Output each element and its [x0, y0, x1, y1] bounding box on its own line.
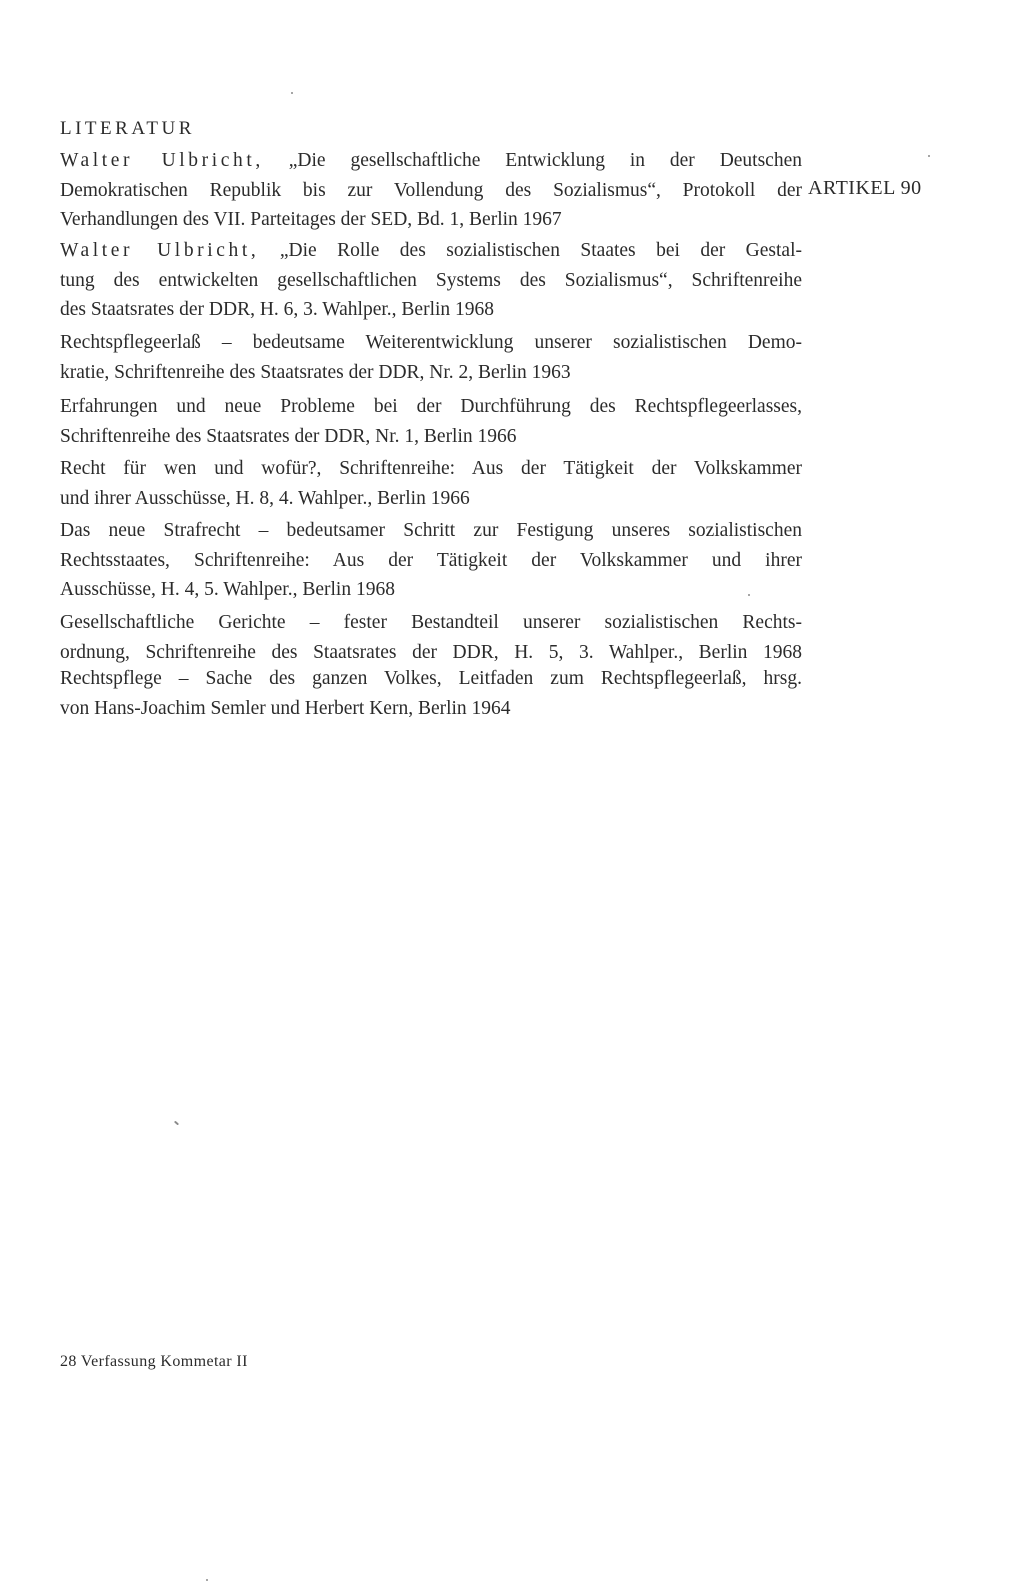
entry-line: Rechtspflege – Sache des ganzen Volkes, Leitfaden zum Rechtspflegeerlaß, hrsg.: [60, 668, 802, 689]
bibliography-entry: [60, 236, 802, 325]
entry-line: kratie, Schriftenreihe des Staatsrates der DDR, Nr. 2, Berlin 1963: [60, 361, 571, 383]
scan-speck: [928, 155, 930, 157]
entry-line: tung des entwickelten gesellschaftlichen Systems des Sozialismus“, Schriftenreihe: [60, 269, 802, 291]
scan-speck: [291, 92, 293, 94]
entry-author: Walter Ulbricht,: [60, 150, 264, 171]
entry-text: „Die Rolle des sozialistischen Staates bei der Gestal-: [279, 240, 802, 261]
bibliography-entry: [60, 328, 802, 387]
entry-line: Das neue Strafrecht – bedeutsamer Schritt zur Festigung unseres sozialistischen: [60, 520, 802, 541]
entry-line: Erfahrungen und neue Probleme bei der Durchführung des Rechtspflegeerlasses,: [60, 396, 802, 417]
article-margin-note: ARTIKEL 90: [808, 177, 922, 199]
entry-line: Ausschüsse, H. 4, 5. Wahlper., Berlin 1968: [60, 579, 395, 600]
scan-speck: [748, 594, 750, 596]
section-heading: LITERATUR: [60, 118, 195, 139]
bibliography-entry: [60, 454, 802, 513]
entry-line: und ihrer Ausschüsse, H. 8, 4. Wahlper., Berlin 1966: [60, 487, 470, 509]
entry-line: [60, 146, 802, 176]
entry-line: Schriftenreihe des Staatsrates der DDR, Nr. 1, Berlin 1966: [60, 425, 517, 447]
entry-author: Walter Ulbricht,: [60, 240, 260, 261]
scan-speck: [206, 1579, 208, 1581]
bibliography-entry: [60, 516, 802, 605]
page-footer: 28 Verfassung Kommetar II: [60, 1353, 248, 1370]
bibliography-entry: [60, 608, 802, 667]
entry-line: Verhandlungen des VII. Parteitages der SED, Bd. 1, Berlin 1967: [60, 209, 562, 230]
entry-text: „Die gesellschaftliche Entwicklung in der Deutschen: [288, 150, 802, 171]
entry-line: Recht für wen und wofür?, Schriftenreihe: Aus der Tätigkeit der Volkskammer: [60, 458, 802, 479]
bibliography-entry: [60, 146, 802, 235]
entry-line: Demokratischen Republik bis zur Vollendung des Sozialismus“, Protokoll der: [60, 179, 802, 201]
entry-line: Rechtspflegeerlaß – bedeutsame Weiterentwicklung unserer sozialistischen Demo-: [60, 332, 802, 353]
scan-speck: [174, 1121, 179, 1126]
entry-line: Gesellschaftliche Gerichte – fester Bestandteil unserer sozialistischen Rechts-: [60, 612, 802, 633]
entry-line: ordnung, Schriftenreihe des Staatsrates der DDR, H. 5, 3. Wahlper., Berlin 1968: [60, 641, 802, 663]
entry-line: Rechtsstaates, Schriftenreihe: Aus der Tätigkeit der Volkskammer und ihrer: [60, 549, 802, 571]
entry-line: von Hans-Joachim Semler und Herbert Kern, Berlin 1964: [60, 697, 511, 719]
bibliography-entry: [60, 664, 802, 723]
bibliography-entry: [60, 392, 802, 451]
entry-line: des Staatsrates der DDR, H. 6, 3. Wahlper., Berlin 1968: [60, 299, 495, 320]
entry-line: [60, 236, 802, 266]
